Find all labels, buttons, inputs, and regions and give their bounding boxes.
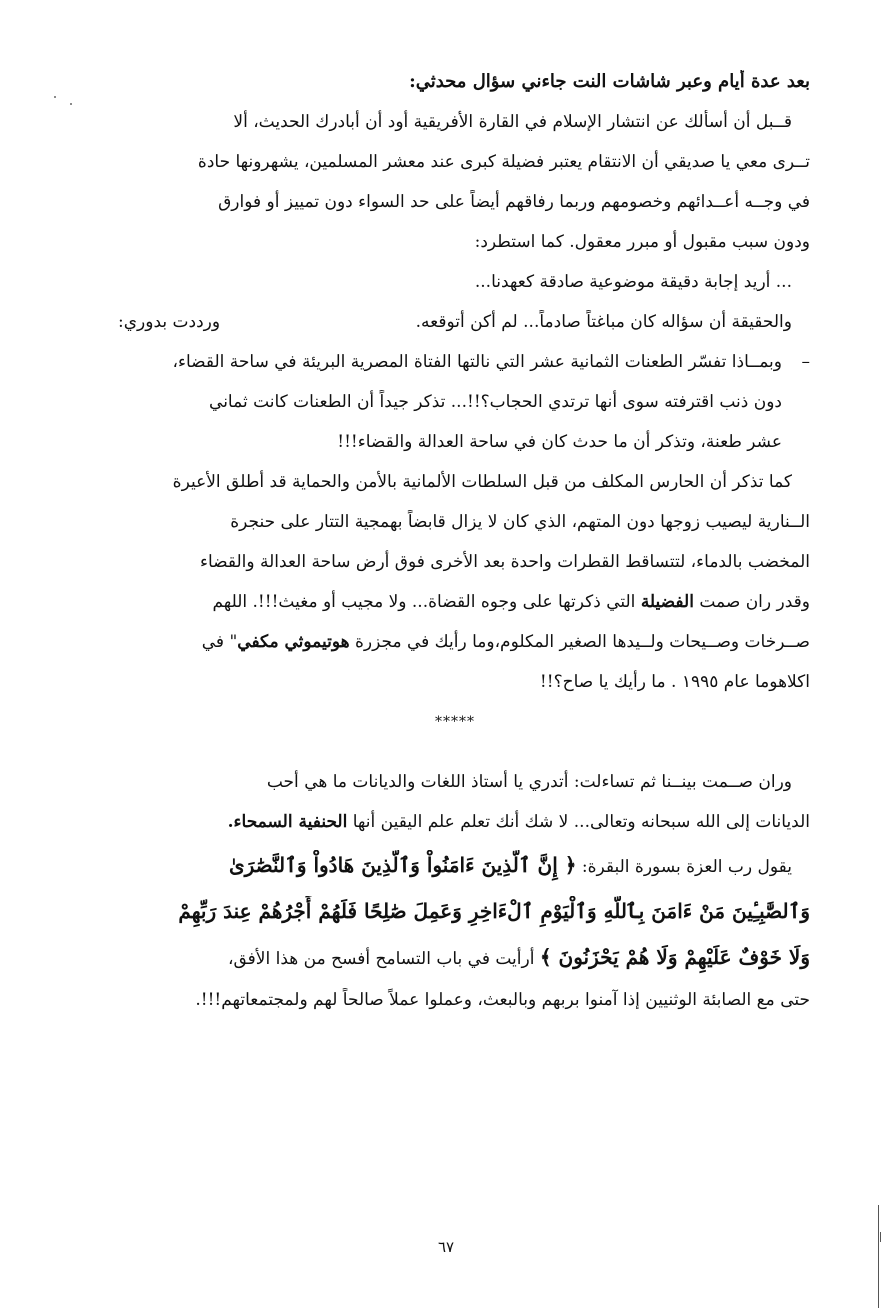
- text-run: " في: [201, 632, 238, 652]
- scan-speck: [70, 103, 72, 105]
- paragraph-1-line: ودون سبب مقبول أو مبرر معقول. كما استطرد:: [474, 232, 810, 252]
- list-dash: –: [801, 352, 810, 372]
- quran-verse: وَلَا خَوْفٌ عَلَيْهِمْ وَلَا هُمْ يَحْزَنُونَ ﴾: [539, 945, 810, 969]
- list-item-text: وبمــاذا تفسّر الطعنات الثمانية عشر التي نالتها الفتاة المصرية البريئة في ساحة القضاء،: [172, 352, 782, 372]
- page-number: ٦٧: [437, 1238, 455, 1256]
- paragraph-2-line: كما تذكر أن الحارس المكلف من قبل السلطات الألمانية بالأمن والحماية قد أطلق الأعيرة: [172, 472, 792, 492]
- answer-line-first: والحقيقة أن سؤاله كان مباغتاً صادماً... لم أكن أتوقعه.: [415, 312, 792, 332]
- text-run: أرأيت في باب التسامح أفسح من هذا الأفق،: [228, 949, 540, 969]
- paragraph-4-line: [100, 942, 810, 988]
- document-body: [100, 70, 810, 1028]
- text-run: صــرخات وصــيحات ولــيدها الصغير المكلوم،وما رأيك في مجزرة: [349, 632, 810, 652]
- section-heading: بعد عدة أيام وعبر شاشات النت جاءني سؤال محدثي:: [409, 71, 810, 92]
- paragraph-2-line: [100, 630, 810, 670]
- scan-speck: [54, 96, 56, 98]
- list-item-continuation: دون ذنب اقترفته سوى أنها ترتدي الحجاب؟!!... تذكر جيداً أن الطعنات كانت ثماني: [209, 392, 782, 412]
- bold-term: هوتيموثي مكفي: [237, 632, 350, 652]
- scan-edge-mark: [878, 1205, 879, 1308]
- paragraph-3-line: [100, 810, 810, 850]
- paragraph-1-line: قــبل أن أسألك عن انتشار الإسلام في القارة الأفريقية أود أن أبادرك الحديث، ألا: [233, 112, 792, 132]
- bold-term: الحنفية السمحاء.: [227, 812, 348, 832]
- answer-line: [100, 310, 810, 350]
- paragraph-4-line: [100, 850, 810, 896]
- paragraph-2-line: اكلاهوما عام ١٩٩٥ . ما رأيك يا صاح؟!!: [539, 672, 810, 692]
- section-separator: *****: [435, 714, 475, 730]
- paragraph-3-line: وران صــمت بينــنا ثم تساءلت: أتدري يا أستاذ اللغات والديانات ما هي أحب: [266, 772, 792, 792]
- list-item: [100, 350, 810, 390]
- bold-term: الفضيلة: [640, 592, 694, 612]
- text-run: التي ذكرتها على وجوه القضاة... ولا مجيب أو مغيث!!!. اللهم: [212, 592, 641, 612]
- paragraph-1-line: تــرى معي يا صديقي أن الانتقام يعتبر فضيلة كبرى عند معشر المسلمين، يشهرونها حادة: [197, 152, 810, 172]
- quran-verse-line: وَٱلصَّٰبِـِٔينَ مَنْ ءَامَنَ بِٱللَّهِ وَٱلْيَوْمِ ٱلْءَاخِرِ وَعَمِلَ صَٰلِحًا فَلَهُمْ أَجْرُهُمْ عِندَ رَبِّهِمْ: [178, 899, 810, 923]
- quran-verse: ﴿ إِنَّ ٱلَّذِينَ ءَامَنُواْ وَٱلَّذِينَ هَادُواْ وَٱلنَّصَٰرَىٰ: [228, 853, 577, 877]
- paragraph-2-line: الــنارية ليصيب زوجها دون المتهم، الذي كان لا يزال قابضاً بهمجية التتار على حنجرة: [230, 512, 810, 532]
- quote-line: ... أريد إجابة دقيقة موضوعية صادقة كعهدنا...: [474, 272, 792, 292]
- paragraph-2-line: [100, 590, 810, 630]
- text-run: يقول رب العزة بسورة البقرة:: [576, 857, 792, 877]
- paragraph-4-line: حتى مع الصابئة الوثنيين إذا آمنوا بربهم وبالبعث، وعملوا عملاً صالحاً لهم ولمجتمعاتهم!!!.: [195, 990, 810, 1010]
- paragraph-2-line: المخضب بالدماء، لتتساقط القطرات واحدة بعد الأخرى فوق أرض ساحة العدالة والقضاء: [199, 552, 810, 572]
- text-run: وقدر ران صمت: [693, 592, 810, 612]
- answer-line-second: ورددت بدوري:: [118, 312, 221, 332]
- text-run: الديانات إلى الله سبحانه وتعالى... لا شك أنك تعلم علم اليقين أنها: [347, 812, 810, 832]
- blank-space: [100, 744, 810, 770]
- paragraph-1-line: في وجــه أعــدائهم وخصومهم وربما رفاقهم أيضاً على حد السواء دون تمييز أو فوارق: [218, 192, 810, 212]
- list-item-continuation: عشر طعنة، وتذكر أن ما حدث كان في ساحة العدالة والقضاء!!!: [337, 432, 782, 452]
